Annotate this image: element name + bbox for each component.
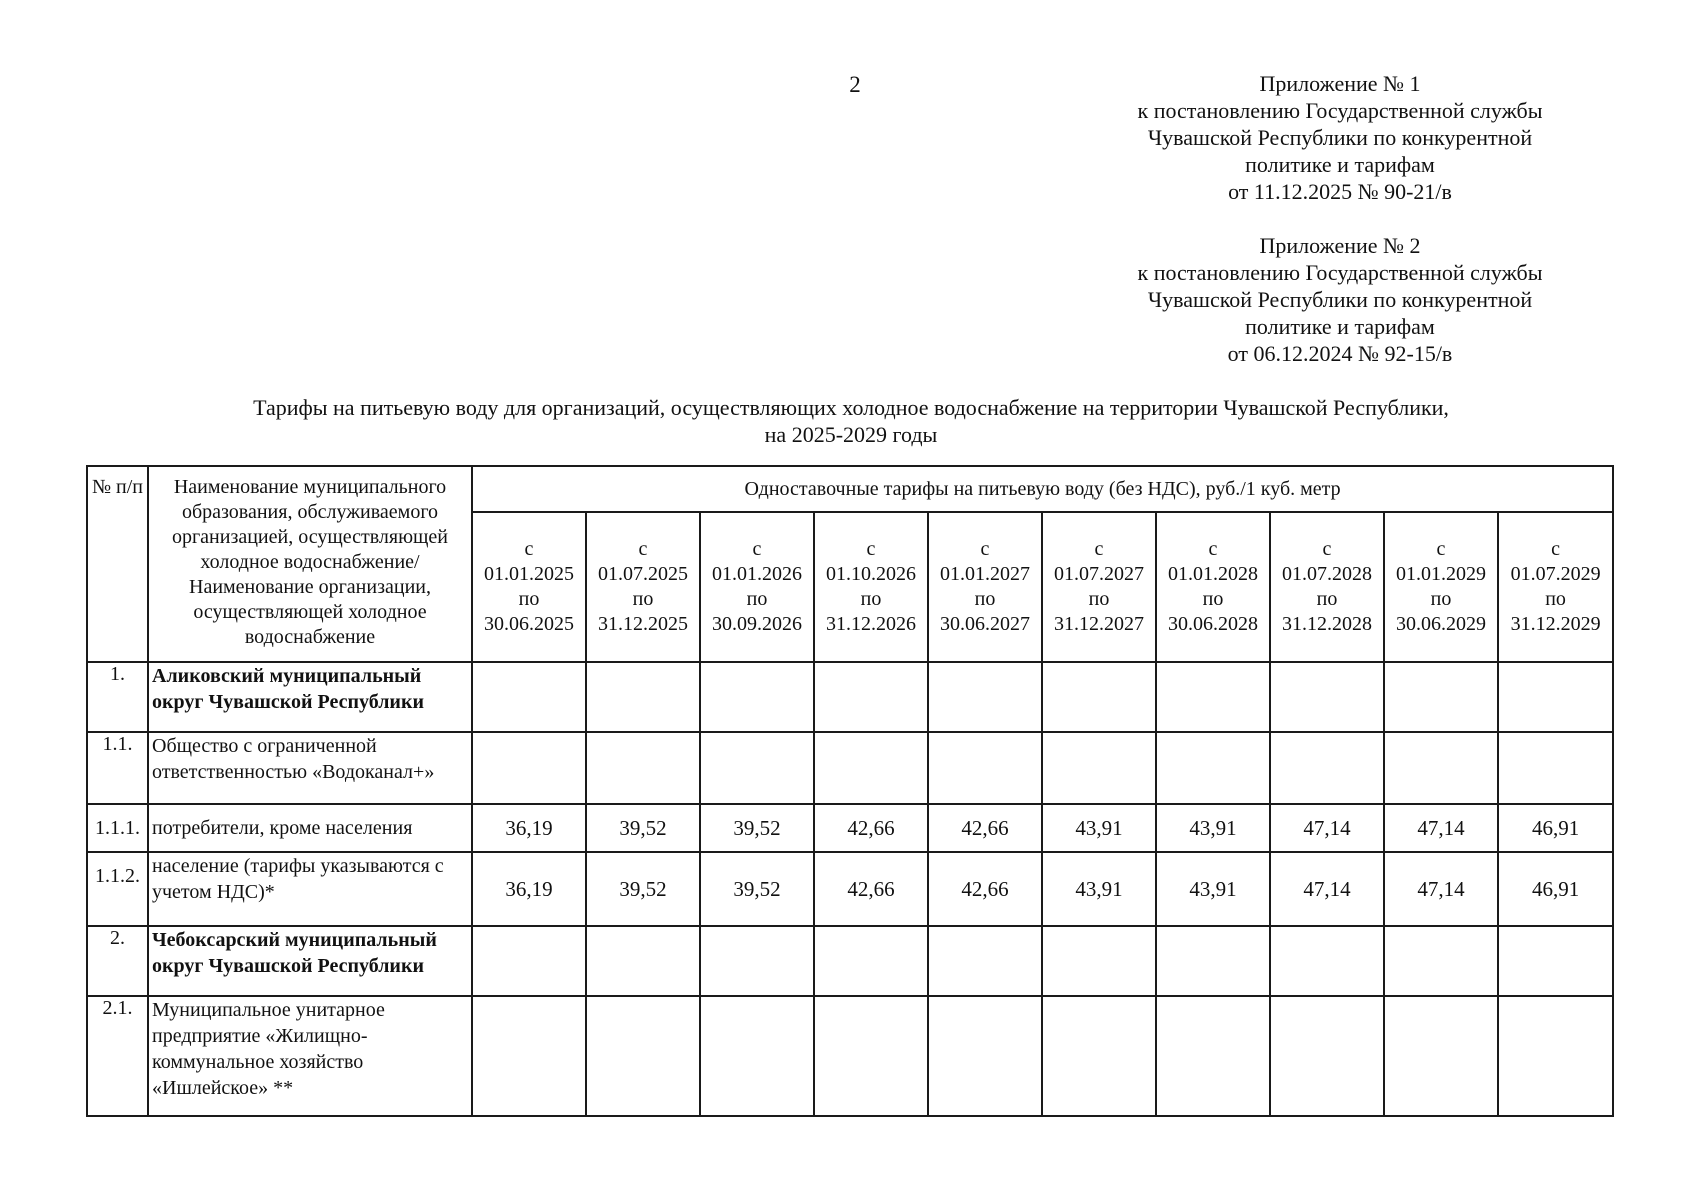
period-po: по bbox=[746, 588, 768, 610]
document-title bbox=[86, 394, 1616, 448]
tariff-value: 47,14 bbox=[1384, 804, 1498, 852]
row-name: Аликовский муниципальный округ Чувашской Республики bbox=[148, 662, 472, 732]
tariff-value bbox=[1498, 662, 1613, 732]
appendix-1-line: к постановлению Государственной службы bbox=[1137, 98, 1543, 123]
tariff-value: 47,14 bbox=[1384, 852, 1498, 926]
tariff-value bbox=[1270, 996, 1384, 1116]
tariff-value bbox=[472, 996, 586, 1116]
tariff-value bbox=[586, 662, 700, 732]
header-period bbox=[1270, 512, 1384, 662]
header-period bbox=[700, 512, 814, 662]
table-row bbox=[87, 662, 1613, 732]
tariff-value bbox=[472, 732, 586, 804]
appendix-2-line: политике и тарифам bbox=[1245, 314, 1435, 339]
row-num: 1.1.1. bbox=[87, 804, 148, 852]
tariff-value bbox=[1042, 996, 1156, 1116]
tariff-value bbox=[1498, 996, 1613, 1116]
header-name: Наименование муниципального образования, обслуживаемого организацией, осуществляющей холодное водоснабжение/Наименование организации, осуществляющей холодное водоснабжение bbox=[148, 466, 472, 662]
header-num: № п/п bbox=[87, 466, 148, 662]
period-po: по bbox=[1430, 588, 1452, 610]
table-row bbox=[87, 852, 1613, 926]
period-from: 01.01.2026 bbox=[712, 563, 802, 585]
header-period bbox=[472, 512, 586, 662]
tariff-value bbox=[1156, 996, 1270, 1116]
tariff-value bbox=[700, 926, 814, 996]
document-title-line-1: Тарифы на питьевую воду для организаций, осуществляющих холодное водоснабжение на территории Чувашской Республики, bbox=[253, 395, 1449, 420]
period-to: 31.12.2025 bbox=[598, 613, 688, 635]
period-from: 01.07.2029 bbox=[1510, 563, 1601, 585]
period-c: с bbox=[1094, 538, 1104, 560]
tariff-value bbox=[928, 662, 1042, 732]
period-to: 30.06.2028 bbox=[1168, 613, 1258, 635]
tariff-value bbox=[1270, 732, 1384, 804]
tariff-value bbox=[814, 662, 928, 732]
header-row bbox=[87, 466, 1613, 512]
period-to: 30.09.2026 bbox=[712, 613, 802, 635]
period-po: по bbox=[518, 588, 540, 610]
period-c: с bbox=[866, 538, 876, 560]
period-from: 01.01.2029 bbox=[1396, 563, 1486, 585]
period-from: 01.07.2025 bbox=[598, 563, 688, 585]
tariff-value bbox=[1384, 996, 1498, 1116]
tariff-value bbox=[1270, 662, 1384, 732]
appendix-1-line: Приложение № 1 bbox=[1259, 71, 1421, 96]
period-po: по bbox=[1316, 588, 1338, 610]
tariff-value bbox=[1498, 732, 1613, 804]
tariff-value bbox=[1384, 732, 1498, 804]
appendix-2-line: Приложение № 2 bbox=[1259, 233, 1421, 258]
tariff-value bbox=[586, 926, 700, 996]
tariff-value bbox=[1042, 732, 1156, 804]
tariff-value bbox=[1042, 662, 1156, 732]
period-to: 31.12.2029 bbox=[1510, 613, 1601, 635]
tariff-value: 43,91 bbox=[1042, 852, 1156, 926]
appendix-2-line: Чувашской Республики по конкурентной bbox=[1147, 287, 1533, 312]
period-po: по bbox=[632, 588, 654, 610]
tariff-value bbox=[814, 996, 928, 1116]
row-num: 2.1. bbox=[87, 996, 148, 1116]
period-c: с bbox=[752, 538, 762, 560]
table-row bbox=[87, 996, 1613, 1116]
row-num: 1.1.2. bbox=[87, 852, 148, 926]
tariff-value bbox=[1384, 926, 1498, 996]
period-c: с bbox=[1551, 538, 1561, 560]
tariff-value: 42,66 bbox=[814, 852, 928, 926]
tariff-value bbox=[1384, 662, 1498, 732]
row-name: Общество с ограниченной ответственностью «Водоканал+» bbox=[148, 732, 472, 804]
tariff-value bbox=[586, 732, 700, 804]
header-period bbox=[1498, 512, 1613, 662]
tariff-value: 42,66 bbox=[928, 804, 1042, 852]
row-name: Чебоксарский муниципальный округ Чувашской Республики bbox=[148, 926, 472, 996]
period-po: по bbox=[974, 588, 996, 610]
tariff-value: 39,52 bbox=[700, 852, 814, 926]
tariff-value: 36,19 bbox=[472, 852, 586, 926]
tariff-value: 39,52 bbox=[700, 804, 814, 852]
period-po: по bbox=[1088, 588, 1110, 610]
table-row bbox=[87, 732, 1613, 804]
header-period bbox=[1384, 512, 1498, 662]
tariff-value bbox=[1498, 926, 1613, 996]
appendix-1-line: от 11.12.2025 № 90-21/в bbox=[1228, 179, 1452, 204]
period-from: 01.10.2026 bbox=[826, 563, 916, 585]
appendix-1-line: Чувашской Республики по конкурентной bbox=[1147, 125, 1533, 150]
appendix-2-line: к постановлению Государственной службы bbox=[1137, 260, 1543, 285]
period-to: 30.06.2029 bbox=[1396, 613, 1486, 635]
tariff-value bbox=[1156, 926, 1270, 996]
tariff-value: 43,91 bbox=[1156, 804, 1270, 852]
header-tariffs: Одноставочные тарифы на питьевую воду (без НДС), руб./1 куб. метр bbox=[472, 466, 1613, 512]
period-po: по bbox=[1202, 588, 1224, 610]
tariff-value: 39,52 bbox=[586, 804, 700, 852]
tariff-value: 46,91 bbox=[1498, 852, 1613, 926]
period-po: по bbox=[1545, 588, 1566, 610]
tariff-value: 43,91 bbox=[1042, 804, 1156, 852]
tariff-value bbox=[700, 996, 814, 1116]
tariff-value bbox=[928, 926, 1042, 996]
table-row bbox=[87, 804, 1613, 852]
period-from: 01.07.2027 bbox=[1054, 563, 1144, 585]
appendix-2-line: от 06.12.2024 № 92-15/в bbox=[1227, 341, 1453, 366]
tariff-value bbox=[472, 662, 586, 732]
tariff-value bbox=[700, 732, 814, 804]
period-to: 31.12.2028 bbox=[1282, 613, 1372, 635]
row-num: 1. bbox=[87, 662, 148, 732]
document-title-line-2: на 2025-2029 годы bbox=[764, 422, 938, 447]
period-c: с bbox=[1208, 538, 1218, 560]
period-from: 01.01.2025 bbox=[484, 563, 574, 585]
period-po: по bbox=[860, 588, 882, 610]
page-number: 2 bbox=[849, 72, 861, 97]
tariff-value: 42,66 bbox=[928, 852, 1042, 926]
period-c: с bbox=[638, 538, 648, 560]
header-period bbox=[586, 512, 700, 662]
period-from: 01.07.2028 bbox=[1282, 563, 1372, 585]
header-period bbox=[1156, 512, 1270, 662]
row-name: потребители, кроме населения bbox=[148, 804, 472, 852]
tariff-value bbox=[814, 926, 928, 996]
tariff-value: 42,66 bbox=[814, 804, 928, 852]
header-period bbox=[1042, 512, 1156, 662]
tariff-value bbox=[814, 732, 928, 804]
row-num: 2. bbox=[87, 926, 148, 996]
tariff-value bbox=[1156, 732, 1270, 804]
tariffs-table bbox=[86, 465, 1614, 1117]
header-period bbox=[928, 512, 1042, 662]
period-c: с bbox=[1322, 538, 1332, 560]
tariff-value bbox=[1270, 926, 1384, 996]
tariff-value bbox=[928, 732, 1042, 804]
row-name: население (тарифы указываются с учетом НДС)* bbox=[148, 852, 472, 926]
period-from: 01.01.2027 bbox=[940, 563, 1030, 585]
tariff-value bbox=[472, 926, 586, 996]
row-num: 1.1. bbox=[87, 732, 148, 804]
appendix-2-header bbox=[1100, 232, 1580, 367]
tariff-value: 39,52 bbox=[586, 852, 700, 926]
period-from: 01.01.2028 bbox=[1168, 563, 1258, 585]
appendix-1-line: политике и тарифам bbox=[1245, 152, 1435, 177]
tariff-value bbox=[1042, 926, 1156, 996]
period-c: с bbox=[524, 538, 534, 560]
tariff-value bbox=[928, 996, 1042, 1116]
tariff-value bbox=[700, 662, 814, 732]
table-row bbox=[87, 926, 1613, 996]
period-to: 31.12.2027 bbox=[1054, 613, 1144, 635]
tariff-value: 43,91 bbox=[1156, 852, 1270, 926]
period-to: 31.12.2026 bbox=[826, 613, 916, 635]
tariff-value bbox=[1156, 662, 1270, 732]
header-period bbox=[814, 512, 928, 662]
tariff-value bbox=[586, 996, 700, 1116]
tariff-value: 36,19 bbox=[472, 804, 586, 852]
row-name: Муниципальное унитарное предприятие «Жилищно-коммунальное хозяйство «Ишлейское» ** bbox=[148, 996, 472, 1116]
appendix-1-header bbox=[1100, 70, 1580, 205]
period-to: 30.06.2027 bbox=[940, 613, 1030, 635]
period-c: с bbox=[1436, 538, 1446, 560]
period-c: с bbox=[980, 538, 990, 560]
tariff-value: 46,91 bbox=[1498, 804, 1613, 852]
period-to: 30.06.2025 bbox=[484, 613, 574, 635]
tariff-value: 47,14 bbox=[1270, 804, 1384, 852]
tariff-value: 47,14 bbox=[1270, 852, 1384, 926]
